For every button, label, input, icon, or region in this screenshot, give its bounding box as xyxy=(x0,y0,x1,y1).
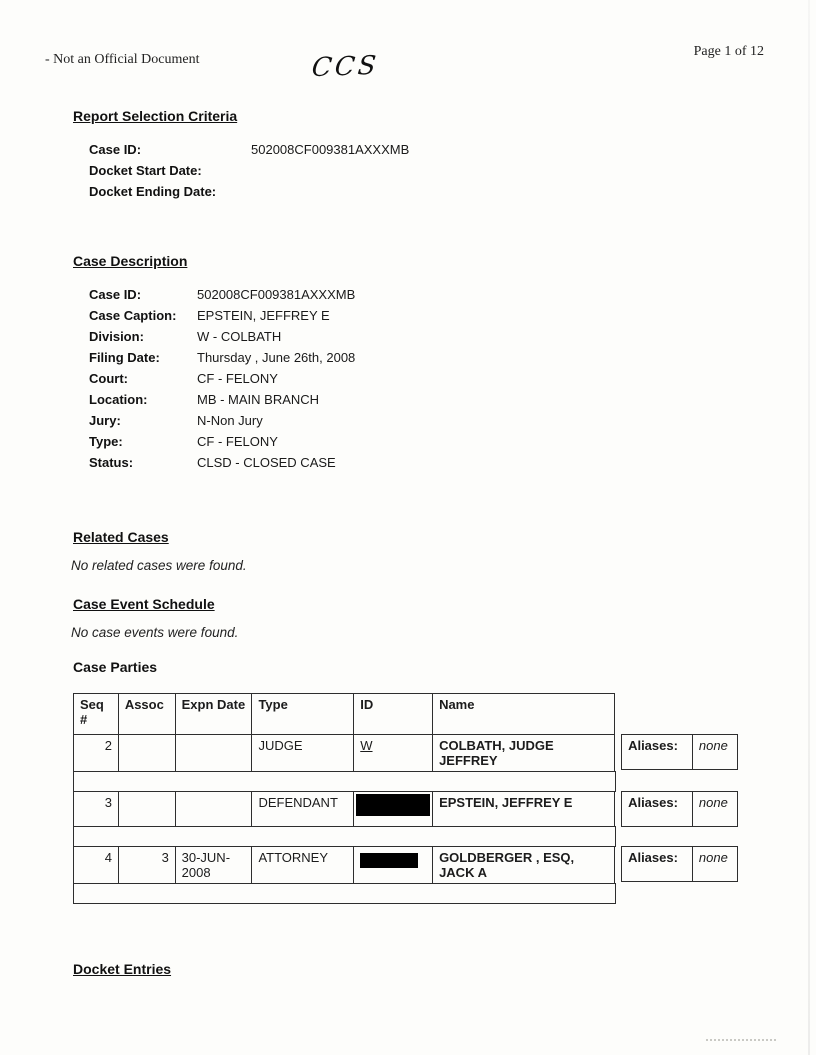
spacer-cell xyxy=(73,771,616,792)
field-value: EPSTEIN, JEFFREY E xyxy=(197,308,330,323)
spacer-cell xyxy=(73,826,616,847)
party-expn: 30-JUN-2008 xyxy=(175,846,253,884)
party-name: EPSTEIN, JEFFREY E xyxy=(432,791,615,827)
report-selection-fields xyxy=(89,139,771,202)
column-header-expn-date: Expn Date xyxy=(175,693,253,735)
field-row xyxy=(89,181,771,202)
field-label: Case ID: xyxy=(89,142,142,157)
case-parties-table xyxy=(73,693,771,904)
handwritten-ccs: CCS xyxy=(310,50,381,84)
field-label: Case Caption: xyxy=(89,308,177,323)
document-body xyxy=(45,100,771,977)
field-value: 502008CF009381AXXXMB xyxy=(197,287,356,302)
field-value: W - COLBATH xyxy=(197,329,282,344)
aliases-label: Aliases: xyxy=(621,846,693,882)
field-row xyxy=(89,410,771,431)
table-spacer-row xyxy=(73,883,771,904)
party-type: ATTORNEY xyxy=(251,846,354,884)
field-label: Location: xyxy=(89,392,148,407)
party-seq: 2 xyxy=(73,734,119,772)
field-label: Docket Ending Date: xyxy=(89,184,217,199)
party-expn xyxy=(175,734,253,772)
party-seq: 3 xyxy=(73,791,119,827)
party-assoc: 3 xyxy=(118,846,176,884)
redaction-bar xyxy=(360,853,418,868)
column-header-name: Name xyxy=(432,693,615,735)
report-selection-title: Report Selection Criteria xyxy=(73,108,238,124)
table-row xyxy=(73,846,771,884)
field-label: Docket Start Date: xyxy=(89,163,202,178)
field-label: Type: xyxy=(89,434,123,449)
field-value: MB - MAIN BRANCH xyxy=(197,392,320,407)
party-name: COLBATH, JUDGE JEFFREY xyxy=(432,734,615,772)
aliases-value: none xyxy=(692,734,738,770)
field-row xyxy=(89,452,771,473)
aliases-value: none xyxy=(692,846,738,882)
field-row xyxy=(89,284,771,305)
field-row xyxy=(89,139,771,160)
field-row xyxy=(89,431,771,452)
party-assoc xyxy=(118,734,176,772)
table-header-row xyxy=(73,693,771,735)
aliases-value: none xyxy=(692,791,738,827)
field-value: N-Non Jury xyxy=(197,413,263,428)
docket-entries-title: Docket Entries xyxy=(73,961,172,977)
scan-artifact xyxy=(706,1033,776,1041)
related-cases-empty-message: No related cases were found. xyxy=(71,558,247,573)
column-header-id: ID xyxy=(353,693,433,735)
field-value: Thursday , June 26th, 2008 xyxy=(197,350,356,365)
page-number: Page 1 of 12 xyxy=(693,44,764,59)
table-row xyxy=(73,791,771,827)
party-id xyxy=(353,734,433,772)
party-id-value: W xyxy=(360,738,373,753)
column-header-assoc: Assoc xyxy=(118,693,176,735)
field-label: Case ID: xyxy=(89,287,142,302)
case-event-schedule-title: Case Event Schedule xyxy=(73,596,215,612)
party-id xyxy=(353,791,433,827)
redaction-bar xyxy=(356,794,430,816)
party-id xyxy=(353,846,433,884)
party-assoc xyxy=(118,791,176,827)
field-label: Court: xyxy=(89,371,128,386)
field-value: CF - FELONY xyxy=(197,434,278,449)
table-row xyxy=(73,734,771,772)
table-spacer-row xyxy=(73,826,771,847)
field-row xyxy=(89,160,771,181)
column-header-seq: Seq # xyxy=(73,693,119,735)
field-label: Division: xyxy=(89,329,144,344)
field-row xyxy=(89,305,771,326)
party-seq: 4 xyxy=(73,846,119,884)
case-parties-title: Case Parties xyxy=(73,659,158,675)
aliases-label: Aliases: xyxy=(621,791,693,827)
table-spacer-row xyxy=(73,771,771,792)
case-description-fields xyxy=(89,284,771,473)
field-label: Filing Date: xyxy=(89,350,160,365)
party-name: GOLDBERGER , ESQ, JACK A xyxy=(432,846,615,884)
party-expn xyxy=(175,791,253,827)
case-description-title: Case Description xyxy=(73,253,188,269)
field-label: Status: xyxy=(89,455,134,470)
field-row xyxy=(89,368,771,389)
column-header-type: Type xyxy=(251,693,354,735)
field-row xyxy=(89,347,771,368)
spacer-cell xyxy=(73,883,616,904)
party-type: DEFENDANT xyxy=(251,791,354,827)
field-row xyxy=(89,389,771,410)
related-cases-title: Related Cases xyxy=(73,529,169,545)
field-row xyxy=(89,326,771,347)
field-value: 502008CF009381AXXXMB xyxy=(251,142,410,157)
field-label: Jury: xyxy=(89,413,121,428)
field-value: CF - FELONY xyxy=(197,371,278,386)
aliases-label: Aliases: xyxy=(621,734,693,770)
party-type: JUDGE xyxy=(251,734,354,772)
not-official-label: - Not an Official Document xyxy=(45,52,200,67)
scan-edge-artifact xyxy=(808,0,810,1055)
case-event-schedule-empty-message: No case events were found. xyxy=(71,625,239,640)
field-value: CLSD - CLOSED CASE xyxy=(197,455,336,470)
